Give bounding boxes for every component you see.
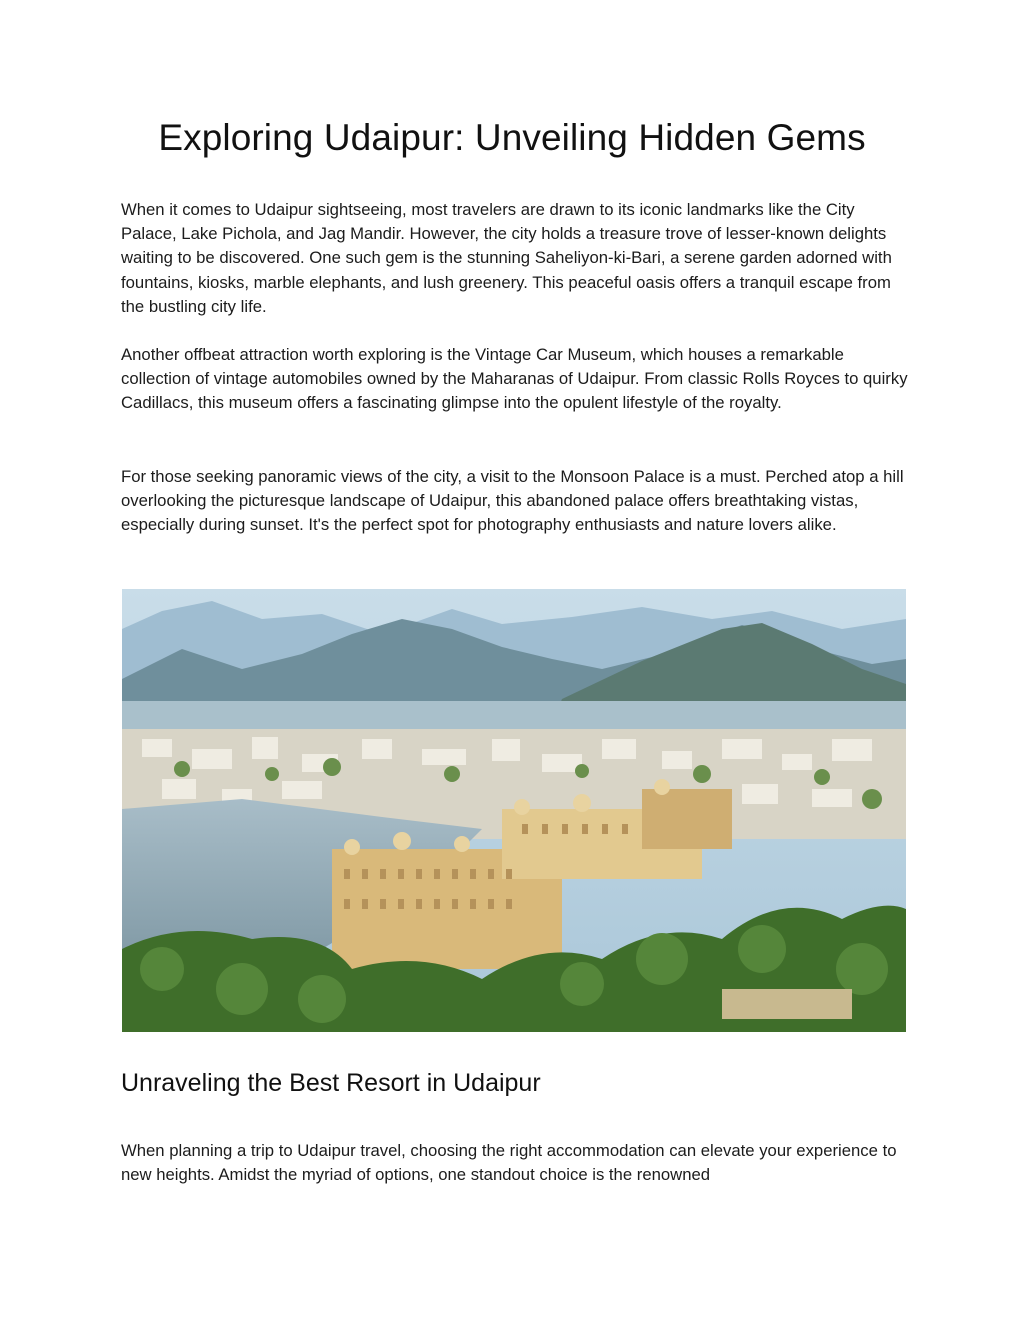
paragraph-vintage-car-museum: Another offbeat attraction worth exploring is the Vintage Car Museum, which houses a remarkable collection of vintage automobiles owned by the Maharanas of Udaipur. From classic Rolls Royces to quirky Cadillacs, this museum offers a fascinating glimpse into the opulent lifestyle of the royalty. (121, 345, 908, 413)
foreground-building (722, 989, 852, 1019)
udaipur-landscape-illustration (122, 589, 906, 1032)
page-title: Exploring Udaipur: Unveiling Hidden Gems (158, 117, 866, 158)
section-heading: Unraveling the Best Resort in Udaipur (121, 1069, 541, 1097)
udaipur-city-photo (122, 589, 906, 1032)
paragraph-monsoon-palace: For those seeking panoramic views of the city, a visit to the Monsoon Palace is a must. Perched atop a hill overlooking the picturesque landscape of Udaipur, this abandoned palace offers breathtaking vistas, especially during sunset. It's the perfect spot for photography enthusiasts and nature lovers alike. (121, 467, 904, 535)
paragraph-intro: When it comes to Udaipur sightseeing, most travelers are drawn to its iconic landmarks like the City Palace, Lake Pichola, and Jag Mandir. However, the city holds a treasure trove of lesser-known delights waiting to be discovered. One such gem is the stunning Saheliyon-ki-Bari, a serene garden adorned with fountains, kiosks, marble elephants, and lush greenery. This peaceful oasis offers a tranquil escape from the bustling city life. (121, 200, 892, 316)
paragraph-accommodation: When planning a trip to Udaipur travel, choosing the right accommodation can elevate your experience to new heights. Amidst the myriad of options, one standout choice is the renowned (121, 1141, 897, 1185)
